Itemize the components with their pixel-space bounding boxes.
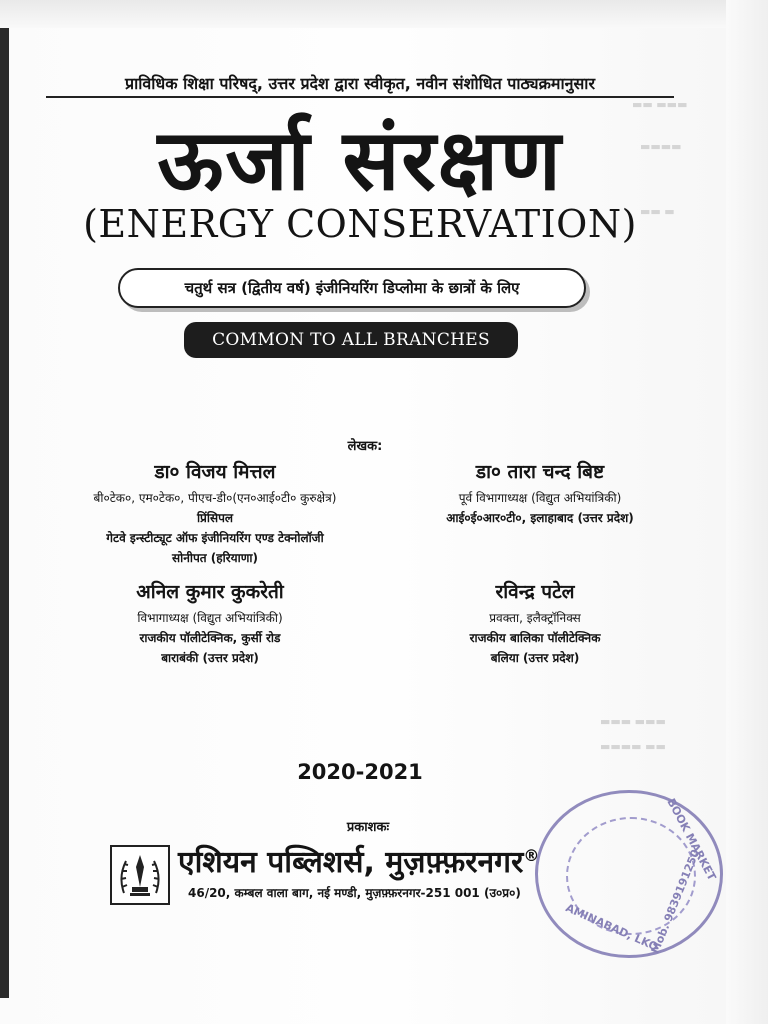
author-detail: पूर्व विभागाध्यक्ष (विद्युत अभियांत्रिकी) (458, 491, 622, 505)
publisher-name-text: एशियन पब्लिशर्स, मुज़फ़्फ़रनगर (178, 845, 524, 880)
author-detail: बी०टेक०, एम०टेक०, पीएच-डी०(एन०आई०टी० कुरुक्षेत्र) (93, 491, 337, 505)
author-name: डा० विजय मित्तल (154, 461, 276, 483)
show-through-text: ▬▬▬▬ (640, 140, 682, 153)
registered-mark: ® (523, 846, 540, 865)
stamp-text: AMINABAD, LKO (563, 901, 661, 954)
author-detail: प्रवक्ता, इलैक्ट्रॉनिक्स (489, 611, 581, 625)
bookseller-stamp-icon (535, 790, 723, 958)
author-detail: सोनीपत (हरियाणा) (171, 551, 259, 565)
author-block (60, 578, 360, 668)
author-block (400, 578, 670, 668)
publisher-address: 46/20, कम्बल वाला बाग, नई मण्डी, मुज़फ़्फ़रनगर-251 001 (उ०प्र०) (188, 886, 521, 900)
author-name: रविन्द्र पटेल (495, 581, 575, 603)
publisher-logo-icon (110, 845, 170, 905)
show-through-text: ▬▬▬ ▬▬▬ (600, 715, 666, 728)
author-detail: बाराबंकी (उत्तर प्रदेश) (161, 651, 259, 665)
publisher-name (178, 840, 539, 881)
approval-line: प्राविधिक शिक्षा परिषद्, उत्तर प्रदेश द्वारा स्वीकृत, नवीन संशोधित पाठ्यक्रमानुसार (125, 74, 595, 93)
author-detail: राजकीय पॉलीटेक्निक, कुर्सी रोड (139, 631, 281, 645)
publication-year: 2020-2021 (297, 760, 423, 784)
author-detail: विभागाध्यक्ष (विद्युत अभियांत्रिकी) (137, 611, 283, 625)
stamp-text: Mob. 9839191250 (648, 847, 703, 956)
show-through-text: ▬▬ ▬▬▬ (632, 98, 688, 111)
scan-top-edge (0, 0, 768, 28)
stamp-text: BOOK MARKET (664, 796, 719, 883)
title-english: (ENERGY CONSERVATION) (83, 202, 637, 246)
authors-label: लेखक: (347, 439, 383, 454)
author-detail: बलिया (उत्तर प्रदेश) (490, 651, 580, 665)
author-block (40, 458, 390, 568)
author-detail: गेटवे इन्स्टीट्यूट ऑफ इंजीनियरिंग एण्ड टेक्नोलॉजी (106, 531, 324, 545)
show-through-text: ▬▬ ▬ (640, 205, 675, 218)
title-hindi: ऊर्जा संरक्षण (157, 111, 563, 209)
scan-right-edge (726, 0, 768, 1024)
page-binding-edge (0, 28, 9, 998)
author-block (390, 458, 690, 528)
show-through-text: ▬▬▬▬ ▬▬ (600, 740, 666, 753)
branch-badge-text: COMMON TO ALL BRANCHES (212, 330, 490, 350)
author-detail: राजकीय बालिका पॉलीटेक्निक (469, 631, 601, 645)
author-detail: आई०ई०आर०टी०, इलाहाबाद (उत्तर प्रदेश) (446, 511, 634, 525)
header-divider (46, 96, 674, 98)
subtitle-text: चतुर्थ सत्र (द्वितीय वर्ष) इंजीनियरिंग डिप्लोमा के छात्रों के लिए (184, 279, 520, 297)
subtitle-box (118, 268, 586, 308)
author-name: डा० तारा चन्द बिष्ट (475, 461, 605, 483)
publisher-label: प्रकाशकः (346, 820, 390, 835)
author-detail: प्रिंसिपल (196, 511, 234, 525)
author-name: अनिल कुमार कुकरेती (136, 581, 284, 603)
branch-badge (184, 322, 518, 358)
